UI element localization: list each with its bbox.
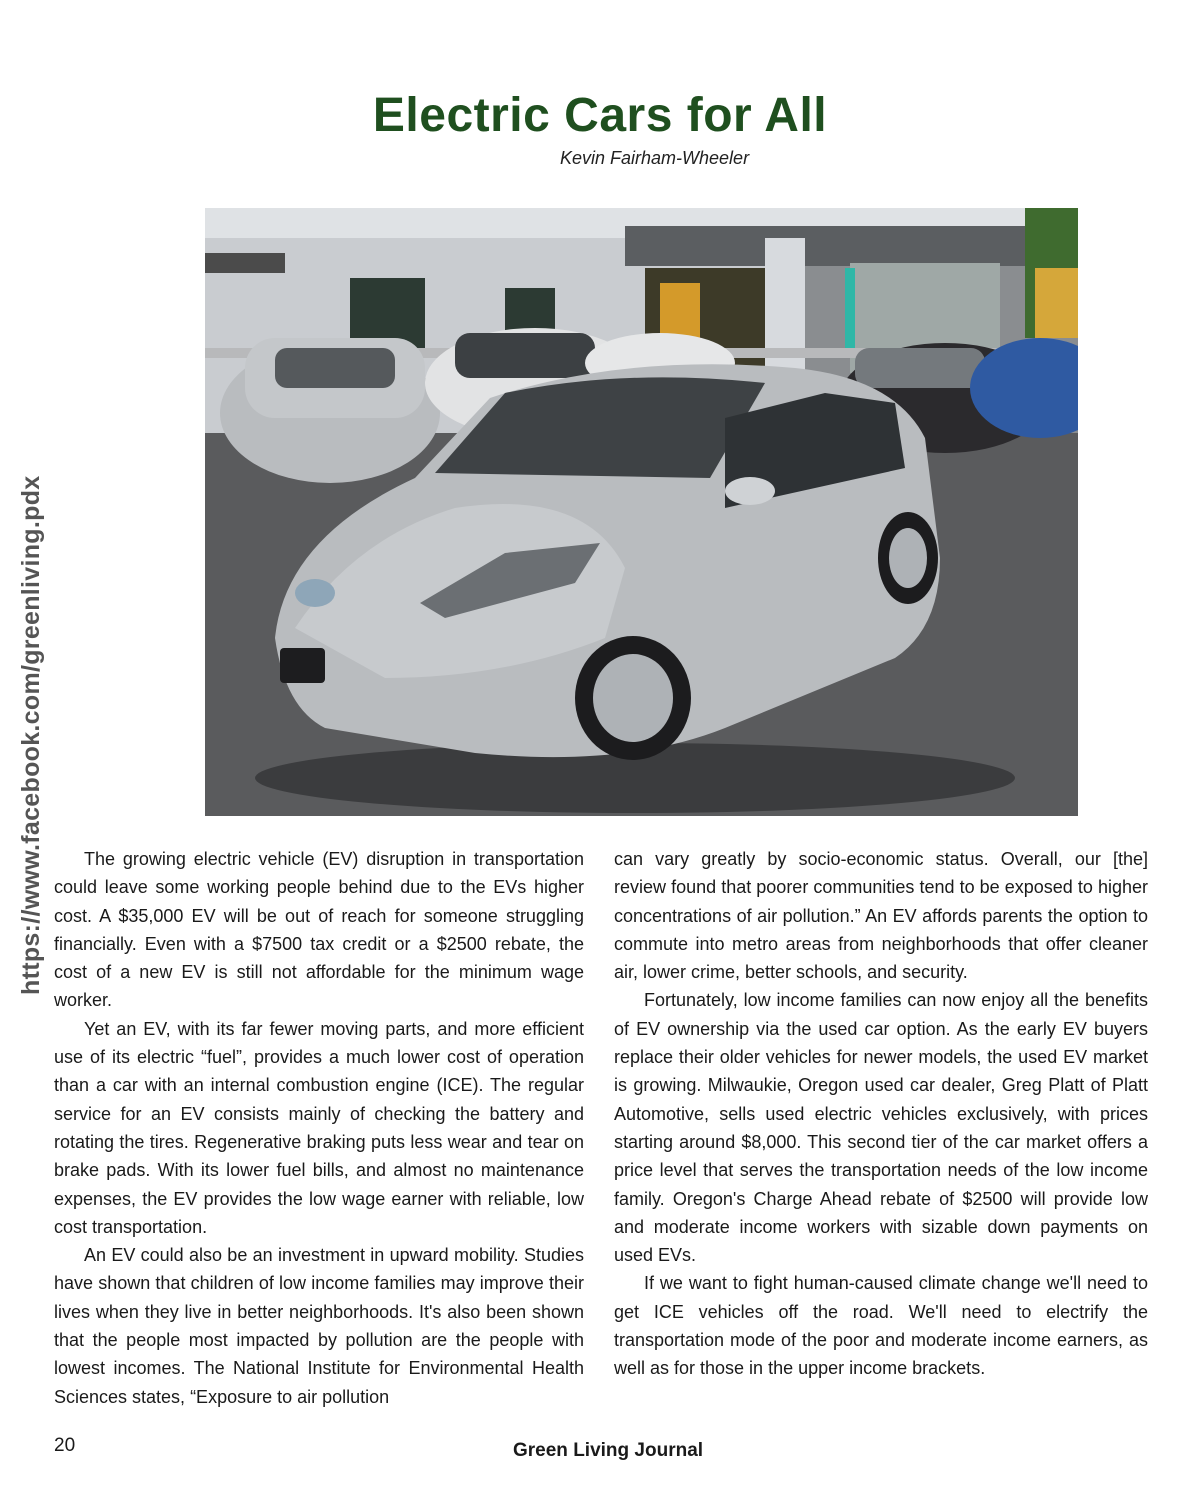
- article-title: Electric Cars for All: [372, 89, 828, 142]
- facebook-url-link[interactable]: https://www.facebook.com/greenliving.pdx: [17, 475, 45, 995]
- article-column-left: [54, 845, 584, 1411]
- journal-name: Green Living Journal: [513, 1440, 704, 1461]
- paragraph-continued: can vary greatly by socio-economic status. Overall, our [the] review found that poorer communities tend to be exposed to higher concentrations of air pollution.” An EV affords parents the option to commute into metro areas from neighborhoods that offer cleaner air, lower crime, better schools, and security.: [614, 849, 1148, 983]
- article-column-right: [614, 845, 1148, 1383]
- car-lot-image: [205, 208, 1078, 816]
- paragraph: An EV could also be an investment in upward mobility. Studies have shown that children of low income families may improve their lives when they live in better neighborhoods. It's also been shown that the people most impacted by pollution are the people with lowest incomes. The National Institute for Environmental Health Sciences states, “Exposure to air pollution: [54, 1245, 584, 1407]
- paragraph: Fortunately, low income families can now enjoy all the benefits of EV ownership via the used car option. As the early EV buyers replace their older vehicles for newer models, the used EV market is growing. Milwaukie, Oregon used car dealer, Greg Platt of Platt Automotive, sells used electric vehicles exclusively, with prices starting around $8,000. This second tier of the car market offers a price level that serves the transportation needs of the low income family. Oregon's Charge Ahead rebate of $2500 will provide low and moderate income workers with sizable down payments on used EVs.: [614, 990, 1148, 1266]
- paragraph: Yet an EV, with its far fewer moving parts, and more efficient use of its electric “fuel”, provides a much lower cost of operation than a car with an internal combustion engine (ICE). The regular service for an EV consists mainly of checking the battery and rotating the tires. Regenerative braking puts less wear and tear on brake pads. With its lower fuel bills, and almost no maintenance expenses, the EV provides the low wage earner with reliable, low cost transportation.: [54, 1018, 584, 1237]
- paragraph: If we want to fight human-caused climate change we'll need to get ICE vehicles off the road. We'll need to electrify the transportation mode of the poor and moderate income earners, as well as for those in the upper income brackets.: [614, 1273, 1148, 1379]
- page-number: 20: [54, 1435, 76, 1456]
- author-byline: Kevin Fairham-Wheeler: [560, 148, 750, 168]
- paragraph: The growing electric vehicle (EV) disruption in transportation could leave some working people behind due to the EVs higher cost. A $35,000 EV will be out of reach for someone struggling financially. Even with a $7500 tax credit or a $2500 rebate, the cost of a new EV is still not affordable for the minimum wage worker.: [54, 849, 584, 1011]
- article-photo: [205, 208, 1078, 816]
